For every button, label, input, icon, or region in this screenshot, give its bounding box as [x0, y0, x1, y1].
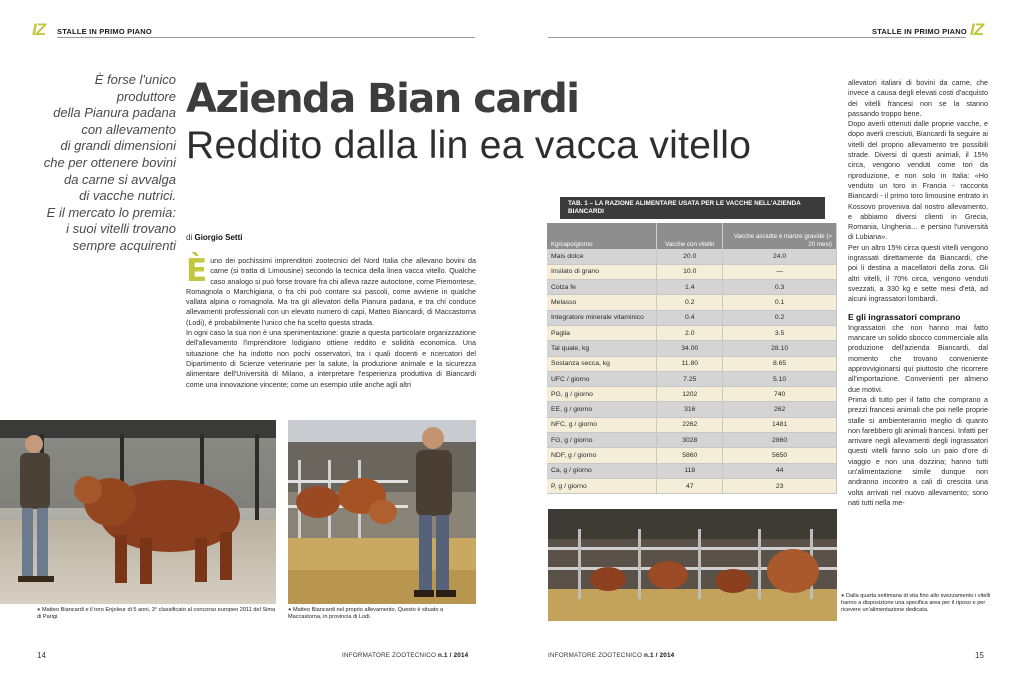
page-number-left: 14 [37, 651, 46, 660]
photo-bull-and-farmer [0, 420, 276, 604]
section-label-right: STALLE IN PRIMO PIANO [872, 27, 967, 36]
table-row: Mais dolce 20.0 24.0 [547, 249, 837, 264]
headline-title: Azienda Bian cardi [186, 76, 579, 122]
photo-caption-3: ● Dalla quarta settimana di vita fino allo svezzamento i vitelli hanno a disposizione una specifica area per il riposo e per ricevere un'alimentazione dedicata. [841, 593, 991, 614]
photo-caption-2: ● Matteo Biancardi nel proprio allevamento. Questo è situato a Maccastorna, in provincia di Lodi. [288, 607, 444, 621]
header-rule-left [57, 37, 475, 38]
magazine-logo: IZ [32, 20, 46, 39]
photo-calves-pen [548, 509, 837, 621]
article-body-left: Èuno dei pochissimi imprenditori zootecnici del Nord Italia che allevano bovini da carne (si tratta di Limousine) secondo la tecnica della linea vacca vitello. Qualche caso analogo si può forse trovare fra chi alleva razze autoctone, come Piemontese, Romagnola o Marchigiana, o fra chi può contare sui pascoli, come avviene in qualche vallata alpina o romagnola. Ma tra gli allevatori della Pianura padana, e tra chi conduce allevamenti professionali con un elevato numero di capi, Matteo Biancardi, di Maccastorna (Lodi), è probabilmente l'unico che ha scelto questa strada. In ogni caso la sua non è una sperimentazione: grazie a questa particolare organizzazione dell'allevamento l'imprenditore lodigiano ottiene reddito e solidità economica. Una situazione che ha indotto non pochi osservatori, tra i quali docenti e ricercatori del Dipartimento di Scienze veterinarie per la salute, la produzione animale e la sicurezza alimentare dell'Università di Milano, a interpretare l'esperienza produttiva di Biancardi come una innovazione vincente; come un esempio utile anche agli altri [186, 253, 476, 389]
table-row: Melasso 0.2 0.1 [547, 295, 837, 310]
byline: di Giorgio Setti [186, 233, 243, 242]
section-subhead: E gli ingrassatori comprano [848, 311, 961, 322]
intro-standfirst: È forse l'unico produttore della Pianura padana con allevamento di grandi dimensioni che per ottenere bovini da carne si avvalga di vacche nutrici. E il mercato lo premia: i suoi vitelli trovano sempre acquirenti [43, 72, 176, 253]
table-row: Insilato di grano 10.0 — [547, 264, 837, 279]
table-header-cell: Vacche asciutte e manze gravide (> 20 mesi) [723, 223, 837, 249]
header-rule-right [548, 37, 966, 38]
photo-farmer-in-barn [288, 420, 476, 604]
table-row: NFC, g / giorno 2262 1481 [547, 417, 837, 432]
table-row: NDF, g / giorno 5860 5650 [547, 448, 837, 463]
table-title: TAB. 1 – LA RAZIONE ALIMENTARE USATA PER LE VACCHE NELL'AZIENDA BIANCARDI [560, 197, 825, 219]
table-row: P, g / giorno 47 23 [547, 478, 837, 493]
table-row: PG, g / giorno 1202 740 [547, 387, 837, 402]
page-number-right: 15 [975, 651, 984, 660]
article-body-right: allevatori italiani di bovini da carne, che invece a causa degli elevati costi d'acquisto dei vitelli francesi non se la stanno passando troppo bene. Dopo averli ottenuti dalle proprie vacche, e dopo averli cresciuti, Biancardi fa seguire ai vitelli del proprio allevamento tre possibili strade. Diversi di questi animali, il 15% circa, vengono venduti come tori da riproduzione, e non solo in Italia: «Ho venduto un toro in Francia - racconta Biancardi - il primo toro limousine entrato in Kossovo proveniva dal nostro allevamento, e abbiamo diversi clienti in Grecia, Romania, Ungheria… e persino l'università di Lubiana». Per un altro 15% circa questi vitelli vengono ingrassati direttamente da Biancardi, che poi li destina a macellatori della zona. Gli altri vitelli, il 70% circa, vengono venduti svezzati, a 330 kg e sette mesi d'età, ad alcuni ingrassatori lombardi. E gli ingrassatori comprano Ingrassatori che non hanno mai fatto mancare un solido sbocco commerciale alla produzione dell'azienda Biancardi, dal momento che trovano conveniente approvvigionarsi qui piuttosto che ricorrere all'importazione. Convenienti per almeno due motivi. Prima di tutto per il fatto che comprano a prezzi francesi animali che poi nelle proprie stalle si ambienteranno meglio di quanto non farebbero gli animali francesi. Infatti per arrivare negli allevamenti degli ingrassatori questi vitelli fanno solo un paio d'ore di viaggio e non una dozzina; hanno tutti un'alimentazione simile dunque non andranno incontro a cali di crescita una volta arrivati nel nuovo allevamento; sono nati tutti nella me- [848, 78, 988, 507]
table-row: Paglia 2.0 3.5 [547, 325, 837, 340]
table-row: Sostanza secca, kg 11.80 8.65 [547, 356, 837, 371]
table-row: FG, g / giorno 3028 2860 [547, 433, 837, 448]
table-row: Tal quale, kg 34.00 28.10 [547, 341, 837, 356]
footer-left: INFORMATORE ZOOTECNICO n.1 / 2014 [342, 652, 469, 659]
photo-caption-1: ● Matteo Biancardi e il toro Enjoleur di 5 anni, 3° classificato al concorso europeo 2011 del Sima di Parigi. [37, 607, 276, 621]
table-row: Colza fe 1.4 0.3 [547, 280, 837, 295]
dropcap: È [186, 253, 208, 289]
magazine-logo-right: IZ [970, 20, 984, 39]
headline-subtitle: Reddito dalla lin ea vacca vitello [186, 124, 752, 167]
table-row: EE, g / giorno 316 262 [547, 402, 837, 417]
table-row: Ca, g / giorno 118 44 [547, 463, 837, 478]
table-row: UFC / giorno 7.25 5.10 [547, 371, 837, 386]
footer-right: INFORMATORE ZOOTECNICO n.1 / 2014 [548, 652, 675, 659]
table-header-cell: Vacche con vitello [657, 223, 723, 249]
table-header-cell: Kg/capo/giorno [547, 223, 657, 249]
section-label-left: STALLE IN PRIMO PIANO [57, 27, 152, 36]
ration-table [547, 223, 837, 494]
table-row: Integratore minerale vitaminico 0.4 0.2 [547, 310, 837, 325]
